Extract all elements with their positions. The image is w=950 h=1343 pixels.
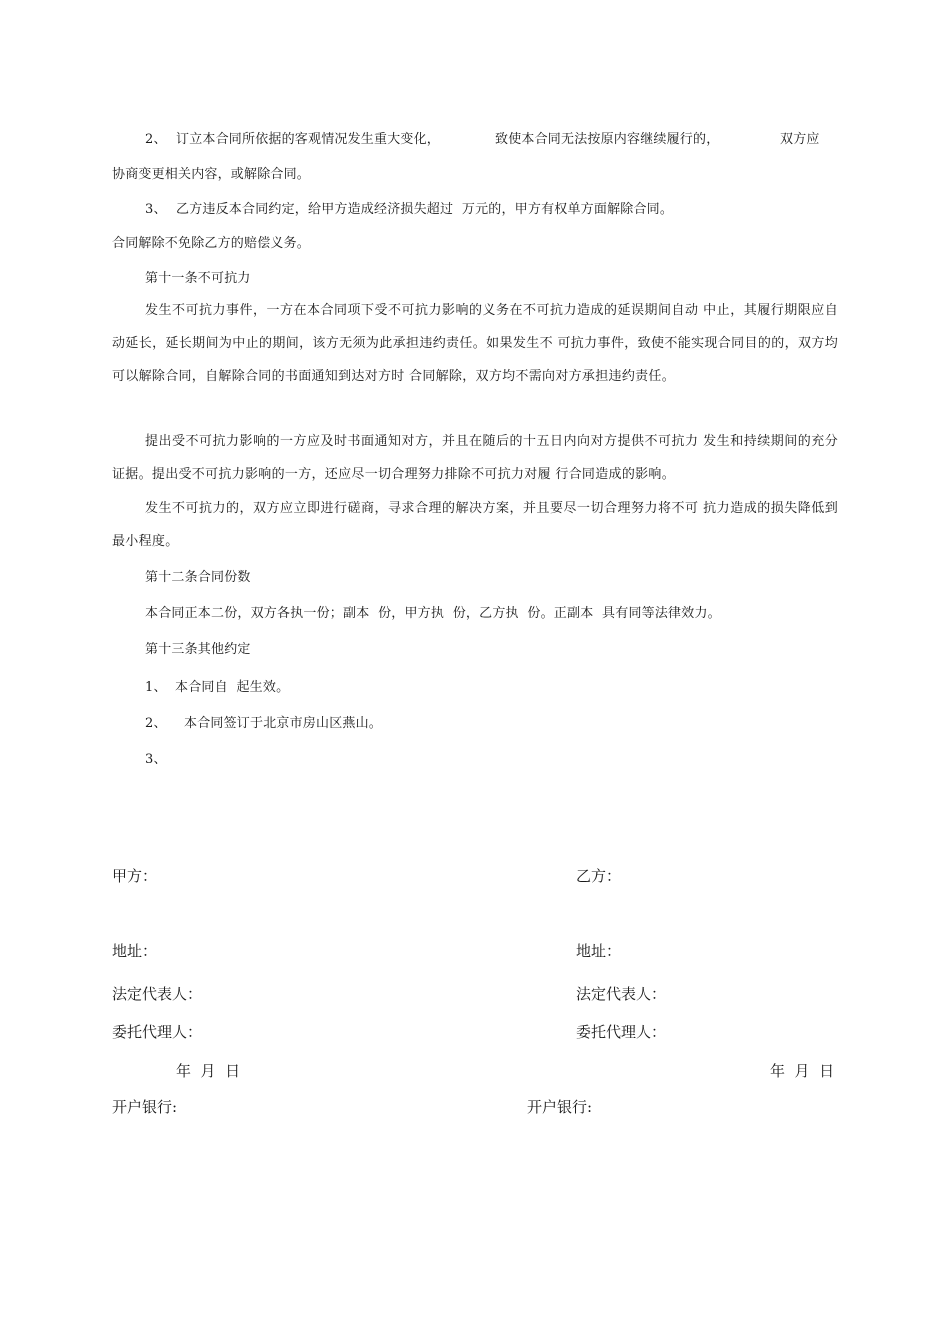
clause-text: 订立本合同所依据的客观情况发生重大变化，: [176, 132, 441, 147]
item-number: 3、: [145, 752, 167, 767]
clause-paragraph: 发生不可抗力事件，一方在本合同项下受不可抗力影响的义务在不可抗力造成的延误期间自动 中止，其履行期限应自动延长，延长期间为中止的期间，该方无须为此承担违约责任。如果发生不 可抗力事件，致使不能实现合同目的的，双方均可以解除合同，自解除合同的书面通知到达对方时 合同解除，双方均不需向对方承担违约责任。: [112, 303, 838, 384]
clause-text: 本合同签订于北京市房山区燕山。: [184, 716, 383, 731]
party-a-bank-label: 开户银行:: [112, 1098, 178, 1116]
item-number: 3、: [145, 202, 167, 217]
clause-heading: 第十二条合同份数: [145, 570, 251, 585]
clause-text: 本合同自 起生效。: [175, 680, 290, 695]
clause-paragraph: 提出受不可抗力影响的一方应及时书面通知对方，并且在随后的十五日内向对方提供不可抗力 发生和持续期间的充分证据。提出受不可抗力影响的一方，还应尽一切合理努力排除不可抗力对履 行合同造成的影响。: [112, 434, 838, 482]
clause-text: 合同解除不免除乙方的赔偿义务。: [112, 236, 311, 251]
clause-heading: 第十三条其他约定: [145, 642, 251, 657]
party-b-label: 乙方：: [576, 867, 622, 885]
clause-text: 致使本合同无法按原内容继续履行的，: [495, 132, 720, 147]
item-number: 1、: [145, 680, 167, 695]
party-a-date: 年 月 日: [176, 1062, 241, 1080]
clause-text: 乙方违反本合同约定，给甲方造成经济损失超过 万元的，甲方有权单方面解除合同。: [176, 202, 674, 217]
party-b-agent-label: 委托代理人：: [576, 1023, 667, 1041]
party-a-agent-label: 委托代理人：: [112, 1023, 203, 1041]
party-a-label: 甲方：: [112, 867, 158, 885]
clause-paragraph: 发生不可抗力的，双方应立即进行磋商，寻求合理的解决方案，并且要尽一切合理努力将不可 抗力造成的损失降低到最小程度。: [112, 501, 838, 549]
item-number: 2、: [145, 132, 167, 147]
party-a-legal-rep-label: 法定代表人：: [112, 985, 203, 1003]
item-number: 2、: [145, 716, 167, 731]
clause-text: 本合同正本二份，双方各执一份；副本 份，甲方执 份，乙方执 份。正副本 具有同等法律效力。: [145, 606, 721, 621]
party-b-bank-label: 开户银行:: [527, 1098, 593, 1116]
clause-text: 双方应: [780, 132, 820, 147]
clause-text: 协商变更相关内容，或解除合同。: [112, 167, 311, 182]
clause-heading: 第十一条不可抗力: [145, 271, 251, 286]
party-b-date: 年 月 日: [770, 1062, 835, 1080]
party-a-address-label: 地址：: [112, 942, 158, 960]
party-b-legal-rep-label: 法定代表人：: [576, 985, 667, 1003]
party-b-address-label: 地址：: [576, 942, 622, 960]
